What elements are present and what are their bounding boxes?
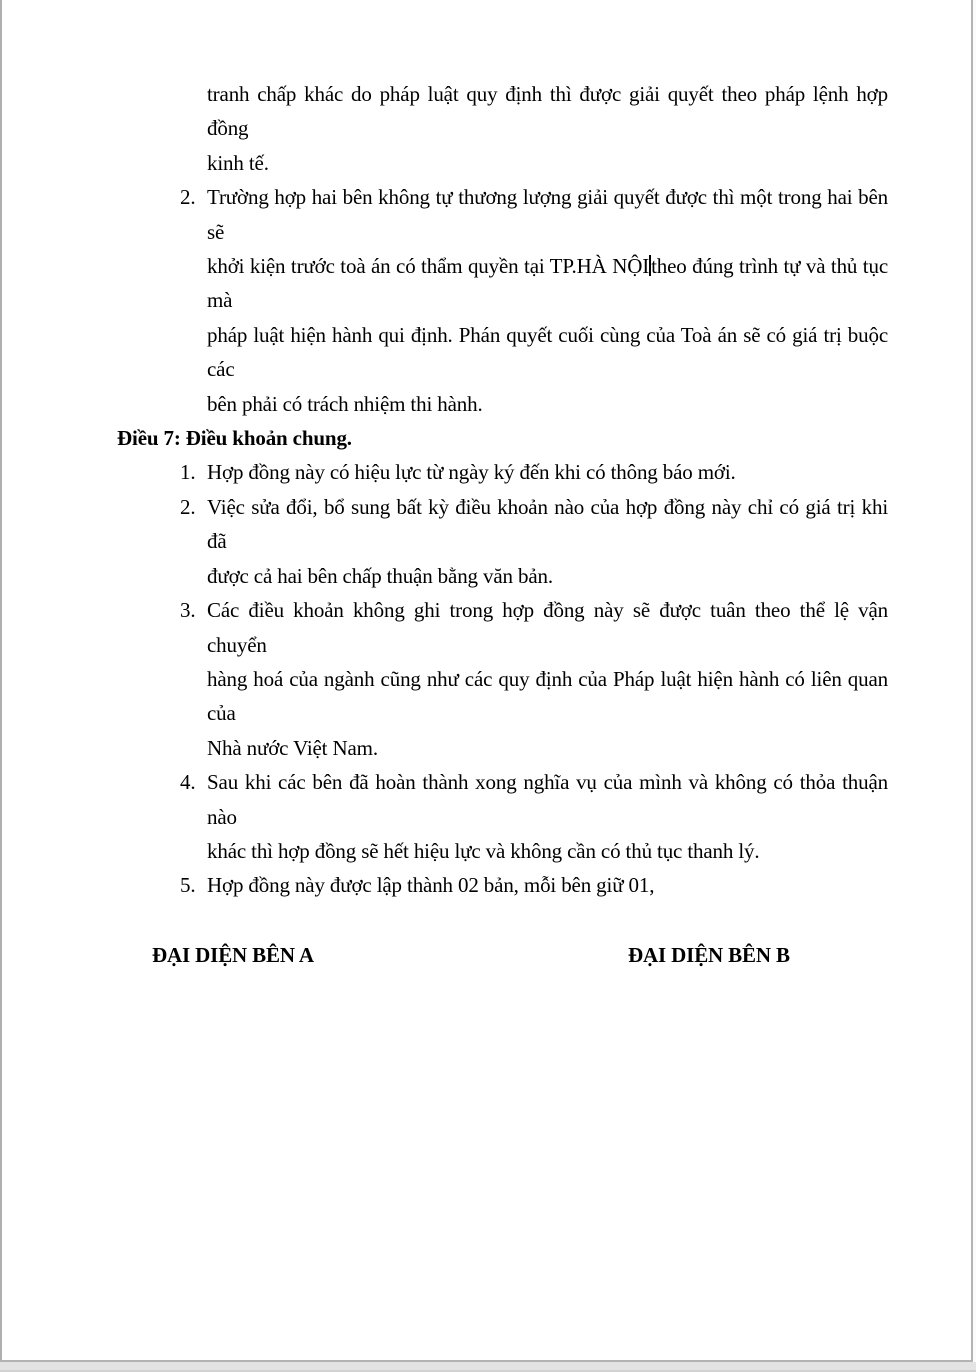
signature-row — [152, 938, 888, 972]
paragraph-line: tranh chấp khác do pháp luật quy định thì được giải quyết theo pháp lệnh hợp đồng — [207, 82, 888, 141]
contract-clause-line — [180, 765, 888, 834]
contract-clause-line — [180, 868, 888, 902]
dispute-clause-line — [180, 180, 888, 249]
paragraph-line: kinh tế. — [207, 150, 269, 175]
dispute-clause-line — [207, 249, 888, 318]
contract-clause-line: hàng hoá của ngành cũng như các quy định của Pháp luật hiện hành có liên quan của — [207, 666, 888, 726]
page-content — [117, 77, 888, 972]
clause-text: Các điều khoản không ghi trong hợp đồng này sẽ được tuân theo thể lệ vận chuyển — [207, 598, 888, 657]
clause-number: 2. — [180, 494, 196, 519]
clause-text: Việc sửa đổi, bổ sung bất kỳ điều khoản nào của hợp đồng này chỉ có giá trị khi đã — [207, 494, 888, 554]
clause-number: 4. — [180, 770, 196, 795]
contract-clause-line: khác thì hợp đồng sẽ hết hiệu lực và không cần có thủ tục thanh lý. — [207, 838, 760, 863]
clause-text: theo đúng trình tự và thủ tục mà — [207, 254, 888, 313]
clause-text: Trường hợp hai bên không tự thương lượng giải quyết được thì một trong hai bên sẽ — [207, 185, 888, 244]
clause-number: 5. — [180, 873, 196, 898]
clause-text: Sau khi các bên đã hoàn thành xong nghĩa vụ của mình và không có thỏa thuận nào — [207, 770, 888, 829]
contract-clause-line — [180, 593, 888, 662]
clause-text: khởi kiện trước toà án có thẩm quyền tại TP.HÀ NỘI — [207, 254, 650, 279]
article-7-heading: Điều 7: Điều khoản chung. — [117, 426, 352, 451]
contract-clause-line: được cả hai bên chấp thuận bằng văn bản. — [207, 563, 553, 588]
clause-number: 3. — [180, 598, 196, 623]
contract-clause-line: Nhà nước Việt Nam. — [207, 735, 378, 760]
contract-clause-line — [180, 490, 888, 559]
clause-text: Hợp đồng này có hiệu lực từ ngày ký đến khi có thông báo mới. — [207, 460, 736, 485]
contract-clause-line — [180, 455, 888, 489]
clause-number: 2. — [180, 185, 196, 210]
page-gap — [0, 1362, 976, 1372]
clause-text: Hợp đồng này được lập thành 02 bản, mỗi bên giữ 01, — [207, 873, 655, 898]
dispute-clause-line: bên phải có trách nhiệm thi hành. — [207, 391, 483, 416]
party-a-signature-label: ĐẠI DIỆN BÊN A — [152, 942, 314, 967]
clause-number: 1. — [180, 460, 196, 485]
party-b-signature-label: ĐẠI DIỆN BÊN B — [628, 942, 790, 967]
dispute-clause-line: pháp luật hiện hành qui định. Phán quyết cuối cùng của Toà án sẽ có giá trị buộc các — [207, 322, 888, 382]
